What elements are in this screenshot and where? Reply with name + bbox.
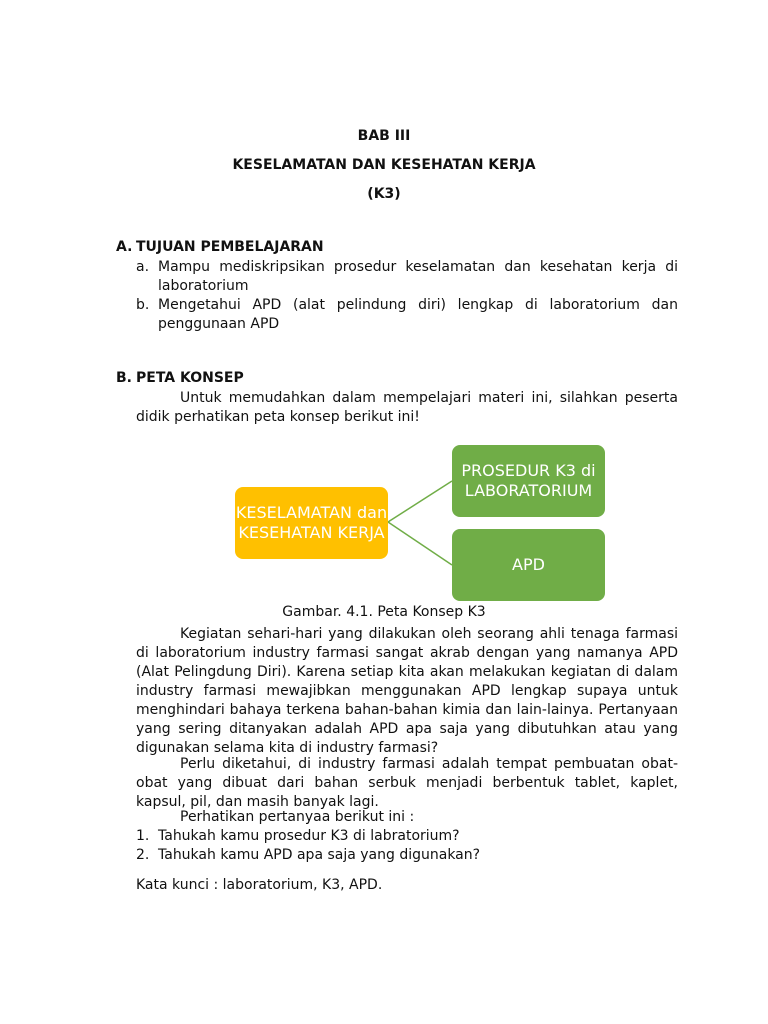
keywords-line: Kata kunci : laboratorium, K3, APD. [136,877,383,893]
list-marker: 1. [136,828,150,844]
list-marker: a. [136,259,150,275]
learning-objectives-list [136,258,678,334]
body-paragraph-1: Kegiatan sehari-hari yang dilakukan oleh seorang ahli tenaga farmasi di laboratorium industry farmasi sangat akrab dengan yang namanya APD (Alat Pelingdung Diri). Karena setiap kita akan melakukan kegiatan di dalam industry farmasi mewajibkan menggunakan APD lengkap supaya untuk menghindari bahaya terkena bahan-bahan kimia dan lain-lainya. Pertanyaan yang sering ditanyakan adalah APD apa saja yang dibutuhkan atau yang digunakan selama kita di industry farmasi? [136,626,678,756]
body-paragraph-2: Perlu diketahui, di industry farmasi adalah tempat pembuatan obat-obat yang dibuat dari bahan serbuk menjadi berbentuk tablet, kaplet, kapsul, pil, dan masih banyak lagi. [136,756,678,810]
section-a-heading [116,239,324,255]
figure-caption: Gambar. 4.1. Peta Konsep K3 [282,604,486,620]
section-a-title: TUJUAN PEMBELAJARAN [136,239,324,255]
section-b-heading [116,370,244,386]
concept-node-prosedur: PROSEDUR K3 di LABORATORIUM [452,445,605,517]
chapter-number: BAB III [357,128,411,144]
question-list [136,827,678,865]
list-item-text: Tahukah kamu prosedur K3 di labratorium? [158,828,460,844]
list-item-text: Mampu mediskripsikan prosedur keselamatan dan kesehatan kerja di laboratorium [158,259,678,294]
list-item [136,296,678,334]
list-item [136,846,678,865]
list-item [136,258,678,296]
connector-line-bottom [388,522,452,565]
section-a-letter: A. [116,239,133,255]
chapter-title: KESELAMATAN DAN KESEHATAN KERJA [232,157,536,173]
concept-node-apd: APD [452,529,605,601]
list-item-text: Mengetahui APD (alat pelindung diri) lengkap di laboratorium dan penggunaan APD [158,297,678,332]
connector-line-top [388,481,452,522]
list-item [136,827,678,846]
list-item-text: Tahukah kamu APD apa saja yang digunakan? [158,847,481,863]
chapter-subtitle: (K3) [367,186,401,202]
list-marker: 2. [136,847,150,863]
section-b-letter: B. [116,370,132,386]
concept-map-intro: Untuk memudahkan dalam mempelajari materi ini, silahkan peserta didik perhatikan peta konsep berikut ini! [136,390,678,425]
list-marker: b. [136,297,150,313]
body-paragraph-3: Perhatikan pertanyaa berikut ini : [180,809,415,825]
concept-central-node: KESELAMATAN dan KESEHATAN KERJA [235,487,388,559]
section-b-title: PETA KONSEP [136,370,244,386]
